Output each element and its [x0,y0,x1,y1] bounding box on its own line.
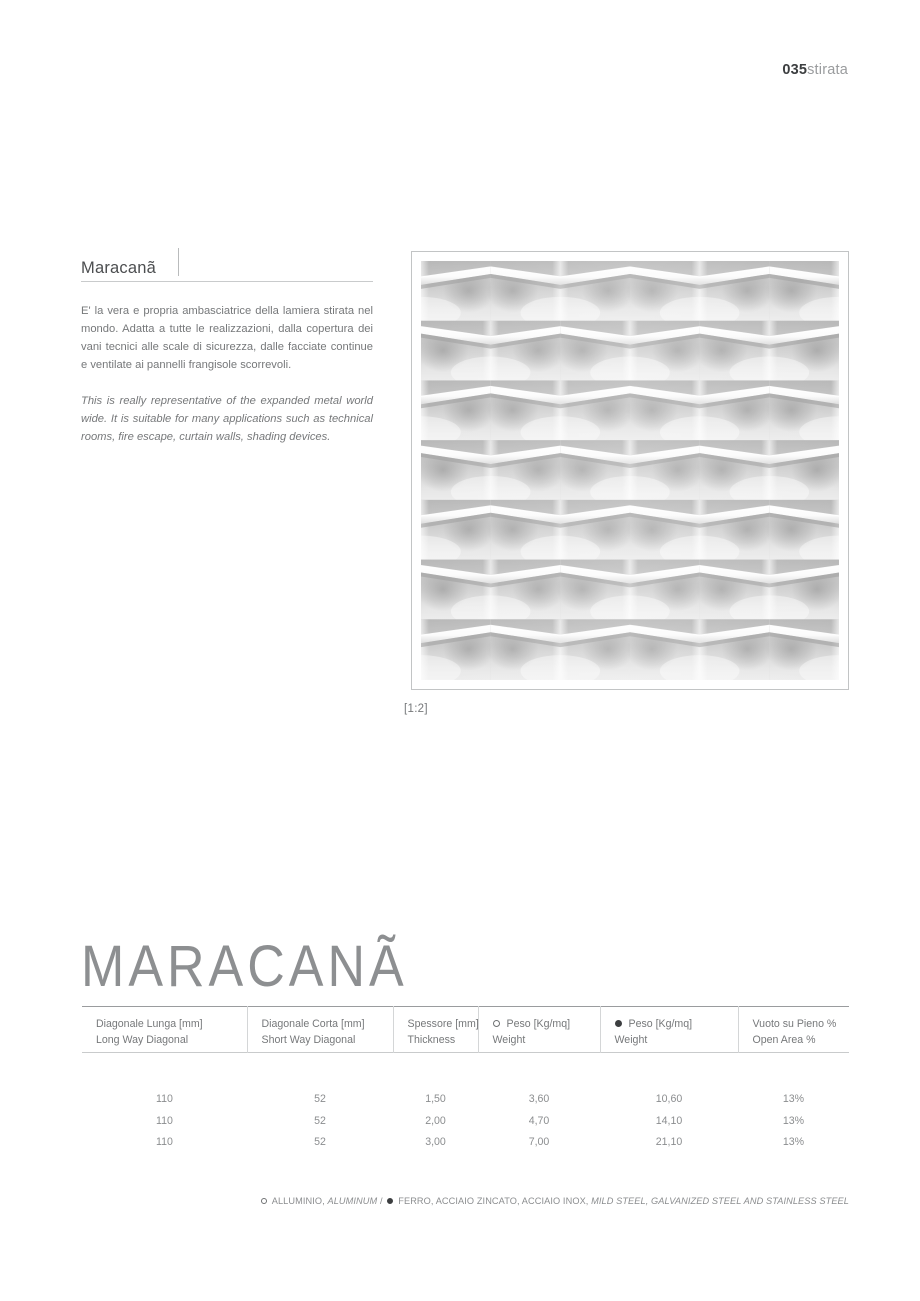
cell-short-way-diagonal: 52 [314,1093,326,1105]
legend-aluminium-en: ALUMINUM [327,1196,378,1206]
table-row [82,1115,849,1137]
cell-weight-aluminium: 4,70 [528,1114,550,1127]
cell-short-way-diagonal: 52 [314,1136,326,1148]
cell-weight-steel: 10,60 [655,1093,683,1105]
folio-number: 035 [782,62,808,78]
steel-marker-icon [387,1198,393,1204]
column-label-it: Spessore [mm] [407,1018,479,1030]
cell-thickness: 2,00 [425,1114,446,1127]
cell-weight-steel: 21,10 [655,1136,683,1148]
column-label-en: Weight [492,1034,526,1047]
legend-separator: / [379,1196,383,1206]
legend-steel-en: MILD STEEL, GALVANIZED STEEL AND STAINLESS STEEL [591,1196,849,1206]
steel-marker-icon [615,1020,622,1027]
table-row [82,1136,849,1158]
cell-thickness: 1,50 [425,1093,446,1105]
material-legend [82,1196,849,1206]
description-italian: E' la vera e propria ambasciatrice della lamiera stirata nel mondo. Adatta a tutte le realizzazioni, dalla copertura dei vani tecnici alle scale di sicurezza, dalle facciate continue e ventilate ai pannelli frangisole scorrevoli. [81,305,373,372]
cell-thickness: 3,00 [425,1136,446,1148]
table-header-row [82,1007,849,1053]
column-header-thickness [393,1007,478,1053]
aluminium-marker-icon [261,1198,267,1204]
cell-short-way-diagonal: 52 [314,1114,326,1127]
specification-table [82,1006,849,1158]
cell-open-area: 13% [782,1114,805,1127]
product-photo-frame [411,251,849,690]
column-label-it: Diagonale Corta [mm] [261,1018,365,1030]
column-label-it: Peso [Kg/mq] [506,1018,571,1030]
display-title: MARACANÃ [81,934,408,1000]
expanded-metal-mesh-illustration [421,261,839,680]
column-label-en: Weight [614,1034,648,1047]
cell-open-area: 13% [782,1136,805,1148]
column-header-weight-aluminium [478,1007,600,1053]
column-label-en: Short Way Diagonal [261,1034,356,1047]
description-english: This is really representative of the expanded metal world wide. It is suitable for many applications such as technical rooms, fire escape, curtain walls, shading devices. [81,394,373,443]
folio-section-name: stirata [807,62,848,78]
column-header-short-way-diagonal [247,1007,393,1053]
cell-weight-steel: 14,10 [655,1114,683,1127]
column-label-en: Open Area % [752,1034,816,1047]
product-title-row [81,248,373,282]
cell-long-way-diagonal: 110 [156,1136,173,1148]
product-photo [421,261,839,680]
column-header-open-area [738,1007,849,1053]
cell-long-way-diagonal: 110 [156,1093,173,1105]
column-label-it: Peso [Kg/mq] [628,1018,693,1030]
legend-steel-it: FERRO, ACCIAIO ZINCATO, ACCIAIO INOX, [398,1196,589,1206]
column-label-en: Thickness [407,1034,456,1047]
cell-open-area: 13% [782,1093,805,1105]
column-header-long-way-diagonal [82,1007,247,1053]
cell-weight-aluminium: 7,00 [528,1136,550,1148]
cell-weight-aluminium: 3,60 [528,1093,550,1105]
legend-aluminium-it: ALLUMINIO, [271,1196,325,1206]
column-header-weight-steel [600,1007,738,1053]
title-divider [178,248,179,276]
table-row [82,1093,849,1115]
cell-long-way-diagonal: 110 [156,1114,173,1127]
column-label-it: Diagonale Lunga [mm] [96,1018,203,1030]
figure-scale-caption: [1:2] [404,703,428,715]
product-text-column [81,248,373,446]
column-label-en: Long Way Diagonal [96,1034,189,1047]
table-spacer-row [82,1053,849,1094]
page-title: Maracanã [81,258,156,277]
aluminium-marker-icon [493,1020,500,1027]
column-label-it: Vuoto su Pieno % [752,1018,837,1030]
page-header [782,62,848,78]
